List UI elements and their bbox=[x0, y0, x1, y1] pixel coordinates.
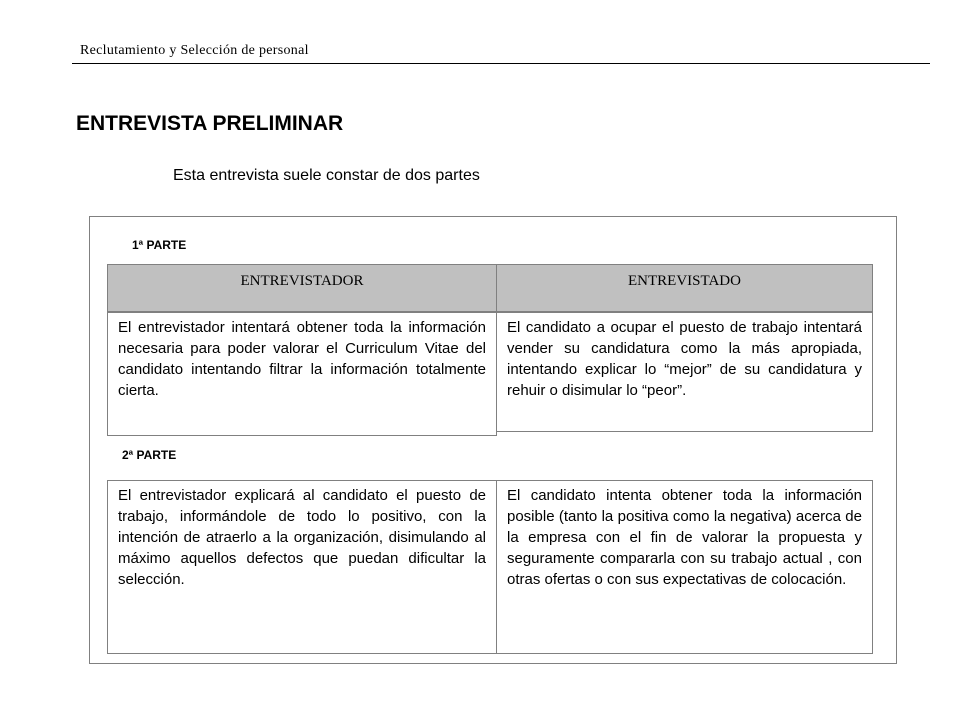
part1-label: 1ª PARTE bbox=[132, 238, 187, 252]
col-header-interviewee: ENTREVISTADO bbox=[496, 264, 873, 312]
part2-label: 2ª PARTE bbox=[122, 448, 177, 462]
running-header: Reclutamiento y Selección de personal bbox=[80, 43, 309, 58]
part2-interviewer-cell: El entrevistador explicará al candidato el puesto de trabajo, informándole de todo lo positivo, con la intención de atraerlo a la organización, disimulando al máximo aquellos defectos que puedan dificultar la selección. bbox=[107, 480, 497, 654]
part1-interviewee-cell: El candidato a ocupar el puesto de trabajo intentará vender su candidatura como la más apropiada, intentando explicar lo “mejor” de su candidatura y rehuir o disimular lo “peor”. bbox=[496, 312, 873, 432]
part1-interviewer-cell: El entrevistador intentará obtener toda la información necesaria para poder valorar el Curriculum Vitae del candidato intentando filtrar la información totalmente cierta. bbox=[107, 312, 497, 436]
col-header-interviewer: ENTREVISTADOR bbox=[107, 264, 497, 312]
page-title: ENTREVISTA PRELIMINAR bbox=[76, 112, 344, 135]
part2-interviewee-cell: El candidato intenta obtener toda la información posible (tanto la positiva como la negativa) acerca de la empresa con el fin de valorar la propuesta y seguramente compararla con su trabajo actual , con otras ofertas o con sus expectativas de colocación. bbox=[496, 480, 873, 654]
intro-text: Esta entrevista suele constar de dos partes bbox=[173, 167, 480, 184]
header-rule bbox=[72, 63, 930, 64]
